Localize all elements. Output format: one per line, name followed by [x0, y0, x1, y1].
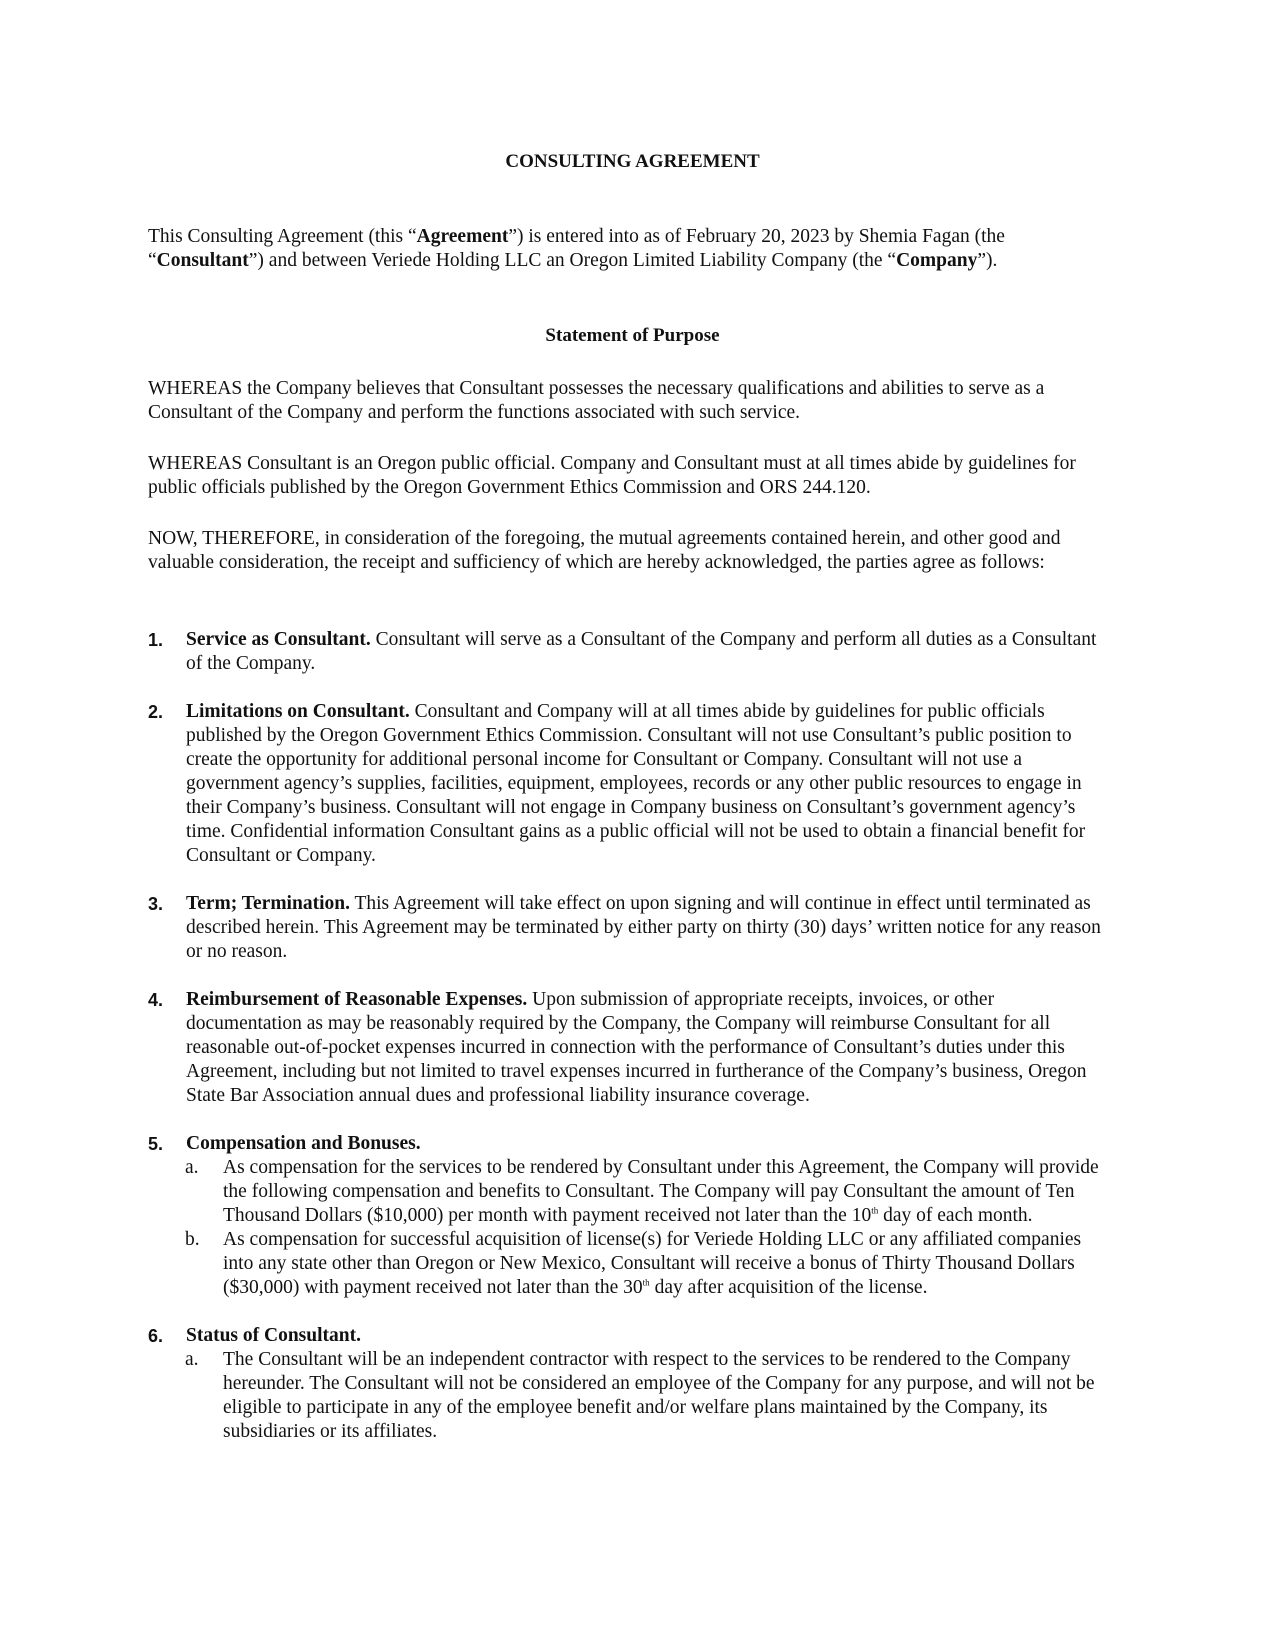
section-number: 1. — [148, 630, 164, 650]
section-number: 3. — [148, 894, 164, 914]
subitem-letter: a. — [185, 1157, 199, 1178]
intro-text-1: This Consulting Agreement (this “ — [148, 226, 417, 247]
section-text: Consultant and Company will at all times abide by guidelines for public officials published by the Oregon Government Ethics Commission. Consultant will not use Consultant’s public position to create the opportunity for additional personal income for Consultant or Company. Consultant will not use a government agency’s supplies, facilities, equipment, employees, records or any other public resources to engage in their Company’s business. Consultant will not engage in Company business on Consultant’s government agency’s time. Confidential information Consultant gains as a public official will not be used to obtain a financial benefit for Consultant or Company. — [186, 701, 1086, 866]
document-title: CONSULTING AGREEMENT — [505, 151, 760, 172]
subitem-6a — [148, 1348, 1108, 1444]
superscript: th — [871, 1205, 879, 1216]
section-heading: Compensation and Bonuses. — [186, 1133, 421, 1154]
section-heading: Term; Termination. — [186, 893, 350, 914]
section-5 — [148, 1132, 1108, 1300]
subitem-text-end: day of each month. — [878, 1205, 1033, 1226]
subitem-5b — [148, 1228, 1108, 1300]
section-heading: Status of Consultant. — [186, 1325, 361, 1346]
whereas-paragraph-2: WHEREAS Consultant is an Oregon public official. Company and Consultant must at all times abide by guidelines for public officials published by the Oregon Government Ethics Commission and ORS 244.120. — [148, 453, 1076, 498]
subitem-text-end: day after acquisition of the license. — [649, 1277, 928, 1298]
section-number: 6. — [148, 1326, 164, 1346]
subitem-text: As compensation for successful acquisition of license(s) for Veriede Holding LLC or any affiliated companies into any state other than Oregon or New Mexico, Consultant will receive a bonus of Thirty Thousand Dollars ($30,000) with payment received not later than the 30 — [223, 1229, 1082, 1298]
intro-paragraph — [148, 225, 1108, 273]
company-term: Company — [896, 250, 978, 271]
subitem-letter: a. — [185, 1349, 199, 1370]
statement-of-purpose-heading: Statement of Purpose — [545, 325, 720, 346]
now-therefore-paragraph: NOW, THEREFORE, in consideration of the foregoing, the mutual agreements contained herein, and other good and valuable consideration, the receipt and sufficiency of which are hereby acknowledged, the parties agree as follows: — [148, 528, 1061, 573]
section-heading: Limitations on Consultant. — [186, 701, 410, 722]
section-text: Upon submission of appropriate receipts, invoices, or other documentation as may be reasonably required by the Company, the Company will reimburse Consultant for all reasonable out-of-pocket expenses incurred in connection with the performance of Consultant’s duties under this Agreement, including but not limited to travel expenses incurred in furtherance of the Company’s business, Oregon State Bar Association annual dues and professional liability insurance coverage. — [186, 989, 1087, 1106]
section-text: This Agreement will take effect on upon signing and will continue in effect until terminated as described herein. This Agreement may be terminated by either party on thirty (30) days’ written notice for any reason or no reason. — [186, 893, 1101, 962]
subitem-text: As compensation for the services to be rendered by Consultant under this Agreement, the Company will provide the following compensation and benefits to Consultant. The Company will pay Consultant the amount of Ten Thousand Dollars ($10,000) per month with payment received not later than the 10 — [223, 1157, 1099, 1226]
subitem-text: The Consultant will be an independent contractor with respect to the services to be rendered to the Company hereunder. The Consultant will not be considered an employee of the Company for any purpose, and will not be eligible to participate in any of the employee benefit and/or welfare plans maintained by the Company, its subsidiaries or its affiliates. — [223, 1349, 1095, 1442]
section-number: 2. — [148, 702, 164, 722]
superscript: th — [642, 1277, 650, 1288]
section-4 — [148, 988, 1108, 1108]
agreement-term: Agreement — [416, 226, 509, 247]
whereas-paragraph-1: WHEREAS the Company believes that Consultant possesses the necessary qualifications and abilities to serve as a Consultant of the Company and perform the functions associated with such service. — [148, 378, 1045, 423]
intro-text-3: ”) and between Veriede Holding LLC an Oregon Limited Liability Company (the “ — [248, 250, 897, 271]
section-number: 4. — [148, 990, 164, 1010]
section-number: 5. — [148, 1134, 164, 1154]
section-1 — [148, 628, 1108, 676]
section-6 — [148, 1324, 1108, 1444]
intro-text-2: ”) is entered into as of February 20, 2023 by Shemia Fagan (the “ — [148, 226, 1005, 271]
section-text: Consultant will serve as a Consultant of the Company and perform all duties as a Consultant of the Company. — [186, 629, 1097, 674]
numbered-sections — [148, 628, 1108, 1444]
consultant-term: Consultant — [156, 250, 249, 271]
subitem-letter: b. — [185, 1229, 200, 1250]
section-heading: Service as Consultant. — [186, 629, 371, 650]
subitem-5a — [148, 1156, 1108, 1228]
section-heading: Reimbursement of Reasonable Expenses. — [186, 989, 528, 1010]
section-2 — [148, 700, 1108, 868]
section-3 — [148, 892, 1108, 964]
intro-text-4: ”). — [977, 250, 998, 271]
